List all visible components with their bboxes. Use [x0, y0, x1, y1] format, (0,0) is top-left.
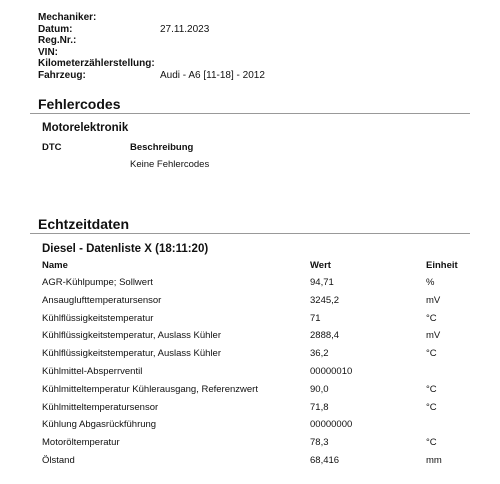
- meta-row-mechanic: [38, 12, 478, 24]
- row-name: Motoröltemperatur: [42, 437, 120, 449]
- table-row: [30, 381, 470, 399]
- row-unit: °C: [426, 383, 437, 395]
- no-fault-codes-text: Keine Fehlercodes: [130, 159, 210, 170]
- table-row: [30, 416, 470, 434]
- table-row: [30, 345, 470, 363]
- row-value: 3245,2: [310, 294, 340, 306]
- row-value: 00000010: [310, 365, 353, 377]
- column-header-name: Name: [42, 260, 68, 271]
- row-value: 90,0: [310, 383, 329, 395]
- table-row: [30, 363, 470, 381]
- row-unit: mV: [426, 330, 441, 342]
- column-header-description: Beschreibung: [130, 142, 194, 153]
- fault-codes-section: [30, 95, 470, 170]
- meta-label: VIN:: [38, 46, 58, 58]
- table-row: [30, 399, 470, 417]
- table-row: [30, 274, 470, 292]
- meta-row-vehicle: [38, 70, 478, 82]
- meta-label: Reg.Nr.:: [38, 35, 77, 46]
- row-unit: °C: [426, 437, 437, 449]
- table-row: [30, 434, 470, 452]
- table-row: [30, 310, 470, 328]
- table-row: [30, 292, 470, 310]
- dtc-table-header: [30, 142, 470, 156]
- meta-value: 27.11.2023: [160, 23, 210, 35]
- row-value: 71,8: [310, 401, 329, 413]
- row-value: 00000000: [310, 419, 353, 431]
- row-unit: %: [426, 277, 435, 288]
- row-value: 78,3: [310, 437, 329, 449]
- meta-row-date: [38, 24, 478, 36]
- meta-label: Mechaniker:: [38, 12, 97, 23]
- row-value: 36,2: [310, 348, 329, 360]
- table-row: [30, 452, 470, 470]
- row-name: Ölstand: [42, 454, 75, 466]
- section-title: Echtzeitdaten: [30, 215, 470, 234]
- row-value: 2888,4: [310, 330, 340, 342]
- row-value: 68,416: [310, 454, 340, 466]
- meta-label: Fahrzeug:: [38, 69, 86, 81]
- live-data-table-header: [30, 260, 470, 274]
- meta-row-vin: [38, 47, 478, 59]
- row-value: 71: [310, 312, 321, 324]
- table-row: [30, 327, 470, 345]
- subsection-title: Motorelektronik: [42, 122, 129, 134]
- row-unit: mm: [426, 454, 442, 466]
- row-name: Kühlmitteltemperatursensor: [42, 401, 159, 413]
- row-unit: mV: [426, 294, 441, 306]
- row-unit: °C: [426, 312, 437, 324]
- meta-row-odometer: [38, 58, 478, 70]
- meta-label: Kilometerzählerstellung:: [38, 58, 155, 69]
- row-name: Kühlmittel-Absperrventil: [42, 365, 143, 377]
- row-name: AGR-Kühlpumpe; Sollwert: [42, 277, 153, 288]
- row-unit: °C: [426, 348, 437, 360]
- column-header-dtc: DTC: [42, 142, 62, 153]
- row-name: Kühlflüssigkeitstemperatur, Auslass Kühler: [42, 348, 222, 360]
- row-name: Kühlflüssigkeitstemperatur: [42, 312, 154, 324]
- live-data-section: [30, 215, 470, 470]
- meta-value: Audi - A6 [11-18] - 2012: [160, 69, 265, 81]
- row-unit: °C: [426, 401, 437, 413]
- subsection-title: Diesel - Datenliste X (18:11:20): [42, 243, 209, 255]
- column-header-value: Wert: [310, 260, 331, 271]
- row-name: Kühlflüssigkeitstemperatur, Auslass Kühler: [42, 330, 222, 342]
- row-value: 94,71: [310, 277, 334, 288]
- meta-row-reg: [38, 35, 478, 47]
- column-header-unit: Einheit: [426, 260, 458, 271]
- row-name: Ansauglufttemperatursensor: [42, 294, 162, 306]
- live-data-table: [30, 274, 470, 470]
- row-name: Kühlmitteltemperatur Kühlerausgang, Referenzwert: [42, 383, 258, 395]
- section-title: Fehlercodes: [30, 95, 470, 114]
- row-name: Kühlung Abgasrückführung: [42, 419, 157, 431]
- vehicle-info: [38, 12, 478, 81]
- meta-label: Datum:: [38, 23, 73, 35]
